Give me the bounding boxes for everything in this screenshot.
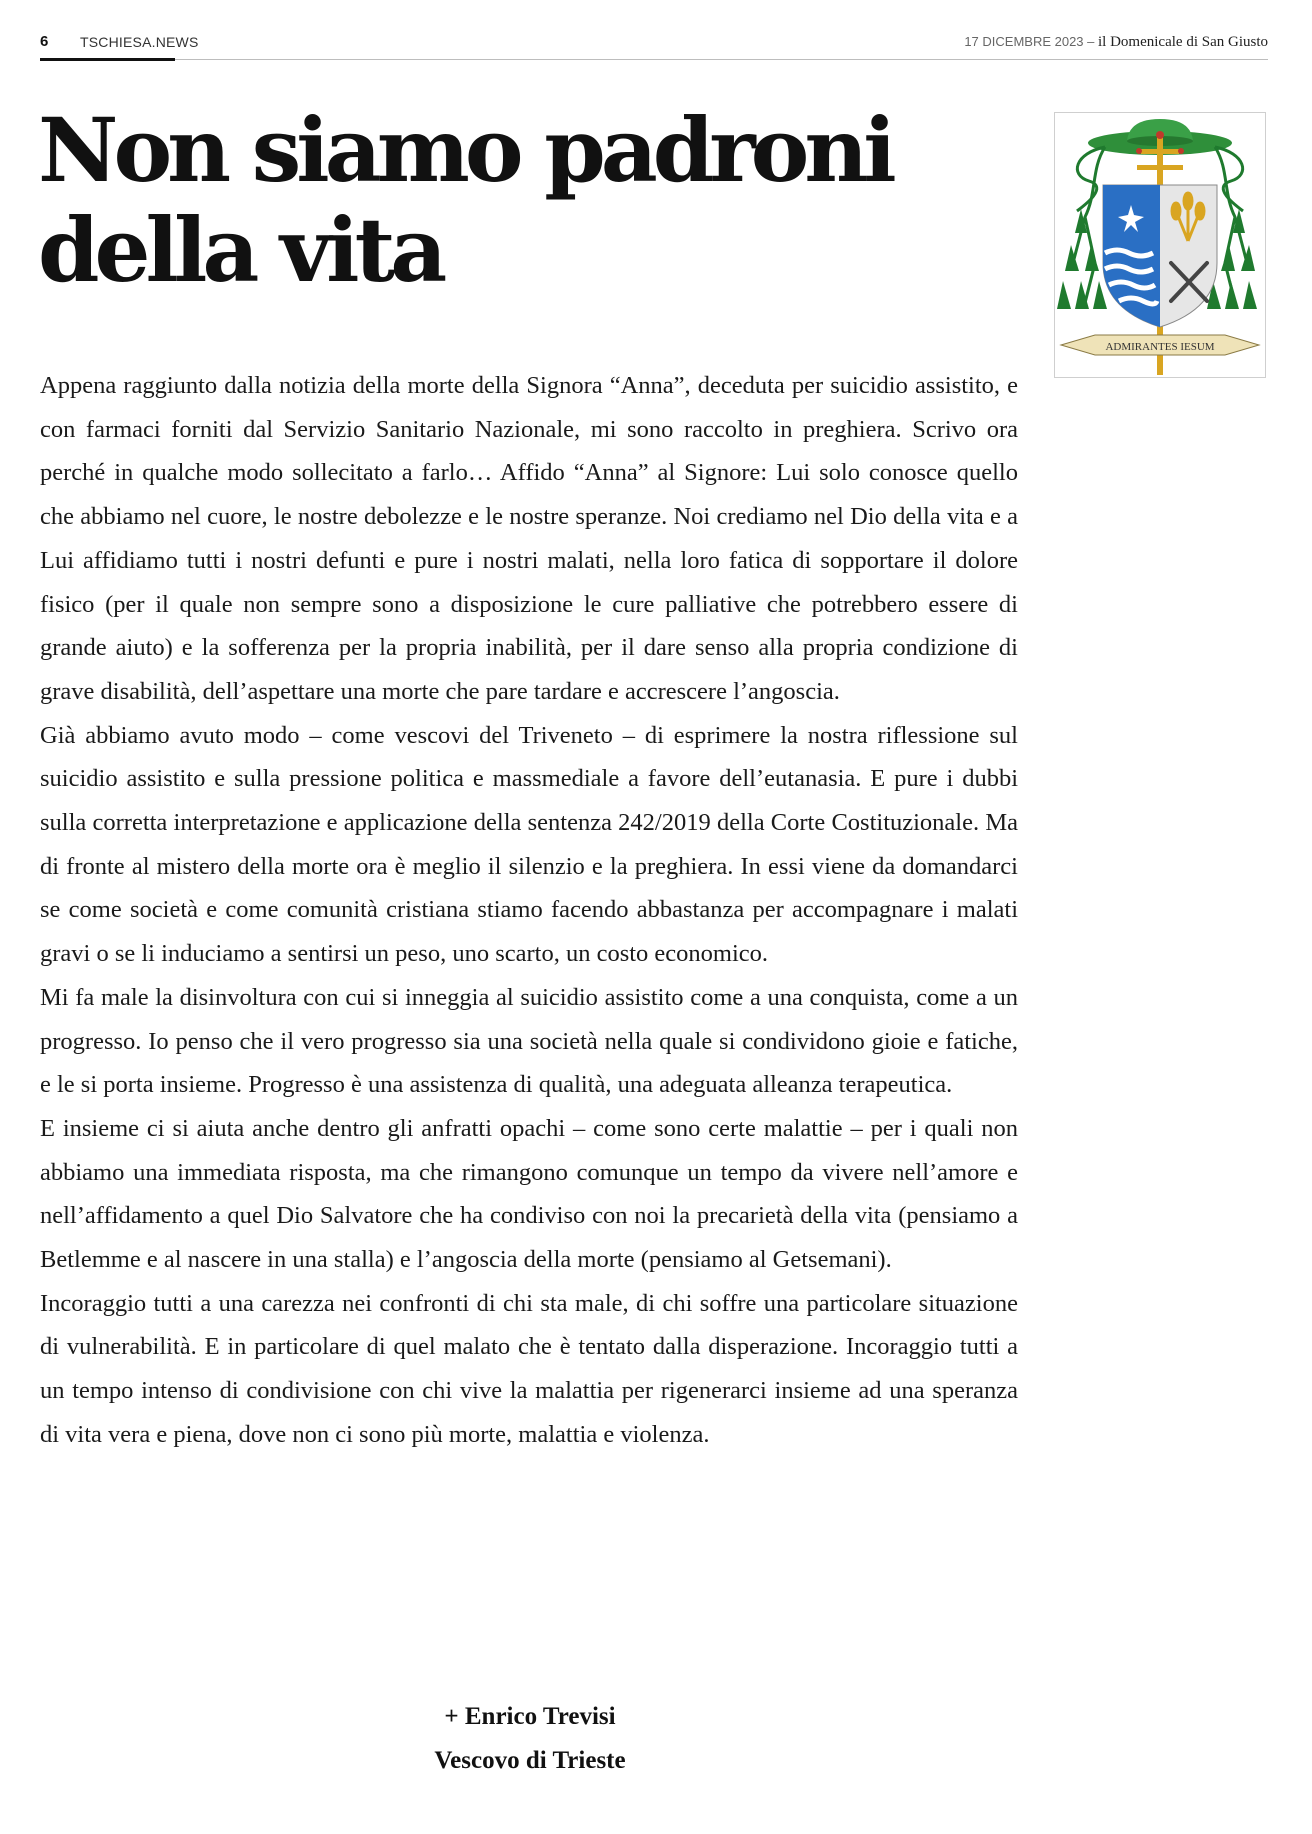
headline: Non siamo padroni della vita bbox=[38, 98, 892, 302]
header-accent-bar bbox=[40, 58, 175, 61]
page-header bbox=[40, 32, 1268, 60]
article-paragraph: E insieme ci si aiuta anche dentro gli anfratti opachi – come sono certe malattie – per i quali non abbiamo una immediata risposta, ma che rimangono comunque un tempo da vivere nell’amore e nell’affidamento a quel Dio Salvatore che ha condiviso con noi la precarietà della vita (pensiamo a Betlemme e al nascere in una stalla) e l’angoscia della morte (pensiamo al Getsemani). bbox=[40, 1114, 1018, 1274]
signature-title: Vescovo di Trieste bbox=[434, 1747, 626, 1774]
coat-of-arms-icon bbox=[1054, 112, 1266, 378]
publication-name: il Domenicale di San Giusto bbox=[1098, 34, 1268, 50]
article-paragraph: Incoraggio tutti a una carezza nei confronti di chi sta male, di chi soffre una particolare situazione di vulnerabilità. E in particolare di quel malato che è tentato dalla disperazione. Incoraggio tutti a un tempo intenso di condivisione con chi vive la malattia per rigenerarci insieme ad una speranza di vita vera e piena, dove non ci sono più morte, malattia e violenza. bbox=[40, 1289, 1018, 1448]
signature-name: + Enrico Trevisi bbox=[444, 1703, 616, 1730]
article-body bbox=[40, 364, 1018, 1457]
page-number: 6 bbox=[40, 33, 49, 50]
article-paragraph: Già abbiamo avuto modo – come vescovi del Triveneto – di esprimere la nostra riflessione sul suicidio assistito e sulla pressione politica e massmediale a favore dell’eutanasia. E pure i dubbi sulla corretta interpretazione e applicazione della sentenza 242/2019 della Corte Costituzionale. Ma di fronte al mistero della morte ora è meglio il silenzio e la preghiera. In essi viene da domandarci se come società e come comunità cristiana stiamo facendo abbastanza per accompagnare i malati gravi o se li induciamo a sentirsi un peso, uno scarto, un costo economico. bbox=[40, 721, 1018, 968]
article-paragraph: Appena raggiunto dalla notizia della morte della Signora “Anna”, deceduta per suicidio assistito, e con farmaci forniti dal Servizio Sanitario Nazionale, mi sono raccolto in preghiera. Scrivo ora perché in qualche modo sollecitato a farlo… Affido “Anna” al Signore: Lui solo conosce quello che abbiamo nel cuore, le nostre debolezze e le nostre speranze. Noi crediamo nel Dio della vita e a Lui affidiamo tutti i nostri defunti e pure i nostri malati, nella loro fatica di sopportare il dolore fisico (per il quale non sempre sono a disposizione le cure palliative che potrebbero essere di grande aiuto) e la sofferenza per la propria inabilità, per il dare senso alla propria condizione di grave disabilità, dell’aspettare una morte che pare tardare e accrescere l’angoscia. bbox=[40, 372, 1018, 705]
site-name: TSCHIESA.NEWS bbox=[80, 34, 199, 50]
issue-separator: – bbox=[1083, 34, 1099, 49]
header-divider bbox=[40, 59, 1268, 60]
issue-date: 17 DICEMBRE 2023 bbox=[964, 34, 1084, 49]
signature-block bbox=[400, 1695, 660, 1783]
issue-info bbox=[964, 34, 1268, 51]
crest-motto: ADMIRANTES IESUM bbox=[1105, 341, 1215, 353]
article-paragraph: Mi fa male la disinvoltura con cui si inneggia al suicidio assistito come a una conquista, come a un progresso. Io penso che il vero progresso sia una società nella quale si condividono gioie e fatiche, e le si porta insieme. Progresso è una assistenza di qualità, una adeguata alleanza terapeutica. bbox=[40, 983, 1018, 1099]
